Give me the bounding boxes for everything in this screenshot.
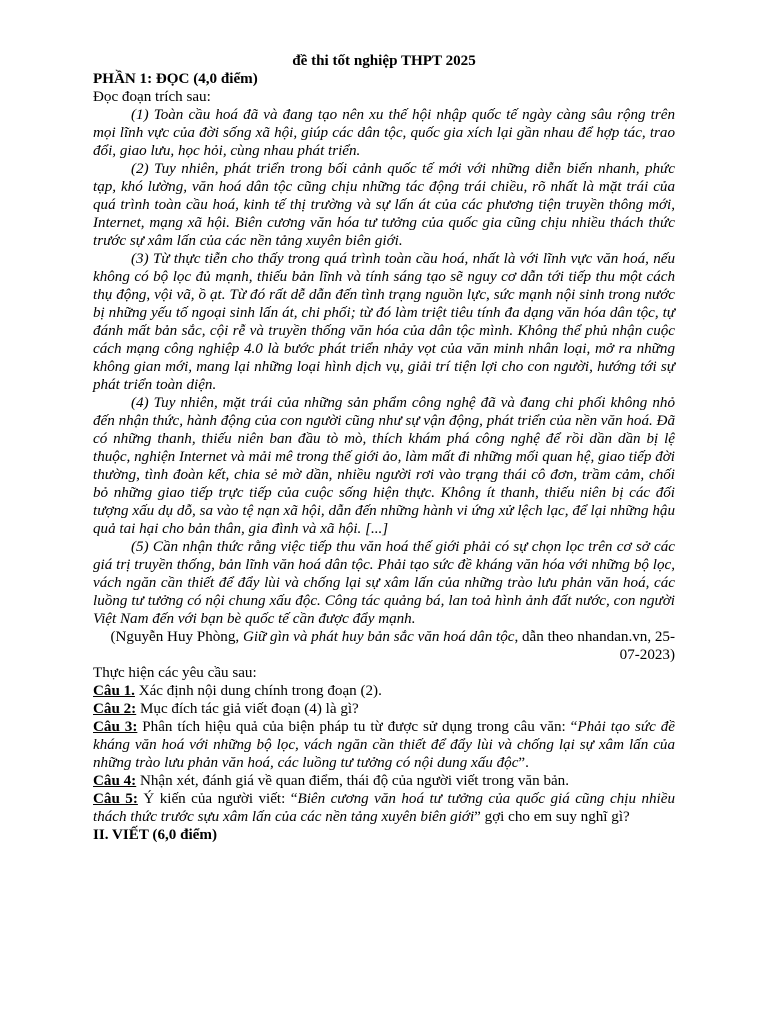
question-3-text: Phân tích hiệu quả của biện pháp tu từ được sử dụng trong câu văn: “ (137, 719, 578, 735)
passage-source (93, 628, 675, 664)
source-suffix: , dẫn theo nhandan.vn, 25-07-2023) (514, 629, 675, 663)
source-work-title: Giữ gìn và phát huy bản sắc văn hoá dân tộc (242, 629, 515, 645)
question-1 (93, 682, 675, 700)
exam-title: đề thi tốt nghiệp THPT 2025 (292, 53, 476, 69)
question-5-quote: Biên cương văn hoá tư tưởng của quốc giá cũng chịu nhiều thách thức trước sựu xâm lấn của các nền tảng xuyên biên giới (93, 791, 675, 825)
passage-paragraph-4: (4) Tuy nhiên, mặt trái của những sản phẩm công nghệ đã và đang chi phối không nhỏ đến nhận thức, hành động của con người cũng như sự vận động, phát triển của nền văn hoá. Đã có những thanh, thiếu niên ban đầu tò mò, thích khám phá công nghệ để rồi dần dần bị lệ thuộc, nghiện Internet và mải mê trong thế giới ảo, làm mất đi những mối quan hệ, giao tiếp đời thường, tình đoàn kết, chia sẻ mờ dần, nhiều người rơi vào trạng thái cô đơn, trầm cảm, chối bỏ những giao tiếp trực tiếp của cuộc sống hiện thực. Không ít thanh, thiếu niên bị các đối tượng xấu dụ dỗ, sa vào tệ nạn xã hội, dẫn đến những hành vi ứng xử lệch lạc, để lại những hậu quả tai hại cho bản thân, gia đình và xã hội. [...] (93, 395, 675, 537)
source-prefix: (Nguyễn Huy Phòng, (110, 629, 243, 645)
question-5 (93, 790, 675, 826)
part1-heading: PHẦN 1: ĐỌC (4,0 điểm) (93, 71, 258, 87)
part2-heading: II. VIẾT (6,0 điểm) (93, 827, 217, 843)
question-1-label: Câu 1. (93, 683, 135, 699)
question-5-after: ” gợi cho em suy nghĩ gì? (474, 809, 630, 825)
question-4-label: Câu 4: (93, 773, 137, 789)
question-1-text: Xác định nội dung chính trong đoạn (2). (134, 683, 382, 699)
question-3 (93, 718, 675, 772)
question-5-text: Ý kiến của người viết: “ (137, 791, 298, 807)
question-4 (93, 772, 675, 790)
passage-paragraph-3: (3) Từ thực tiễn cho thấy trong quá trình toàn cầu hoá, nhất là với lĩnh vực văn hoá, nếu không có bộ lọc đủ mạnh, thiếu bản lĩnh và tính sáng tạo sẽ nguy cơ dẫn tới tiếp thu một cách thụ động, vội vã, ồ ạt. Từ đó rất dễ dẫn đến tình trạng nguồn lực, sức mạnh nội sinh trong nước bị những yếu tố ngoại sinh lấn át, chi phối; từ đó làm triệt tiêu tính đa dạng văn hóa dân tộc, tự đánh mất bản sắc, cội rễ và truyền thống văn hóa của dân tộc mình. Không thể phủ nhận cuộc cách mạng công nghiệp 4.0 là bước phát triển nhảy vọt của văn minh nhân loại, mở ra những không gian mới, mang lại những loại hình dịch vụ, giải trí tiện lợi cho con người, hướng tới sự phát triển toàn diện. (93, 251, 675, 393)
question-3-label: Câu 3: (93, 719, 138, 735)
passage-paragraph-2: (2) Tuy nhiên, phát triển trong bối cảnh quốc tế mới với những diễn biến nhanh, phức tạp, khó lường, văn hoá dân tộc cũng chịu những tác động trái chiều, rõ nhất là mặt trái của quá trình toàn cầu hoá, kinh tế thị trường và sự lấn át của các phương tiện truyền thông mới, Internet, mạng xã hội. Biên cương văn hóa tư tưởng của quốc gia cũng chịu nhiều thách thức trước sự xâm lấn của các nền tảng xuyên biên giới. (93, 161, 675, 249)
passage-paragraph-5: (5) Cần nhận thức rằng việc tiếp thu văn hoá thế giới phải có sự chọn lọc trên cơ sở các giá trị truyền thống, bản lĩnh văn hoá dân tộc. Phải tạo sức đề kháng văn hóa với những bộ lọc, vách ngăn cần thiết để đẩy lùi và chống lại sự xâm lấn của những trào lưu phản văn hoá, các luồng tư tưởng có nội chung xấu độc. Công tác quảng bá, lan toả hình ảnh đất nước, con người Việt Nam đến với bạn bè quốc tế cần được đẩy mạnh. (93, 539, 675, 627)
question-2 (93, 700, 675, 718)
question-3-quote: Phải tạo sức đề kháng văn hoá với những bộ lọc, vách ngăn cần thiết để đẩy lùi và chống lại sự xâm lấn của những trào lưu phản văn hoá, các luồng tư tưởng có nội dung xấu độc (93, 719, 675, 771)
question-2-label: Câu 2: (93, 701, 137, 717)
exam-page (93, 52, 675, 844)
instructions: Thực hiện các yêu cầu sau: (93, 665, 257, 681)
question-3-after: ”. (518, 755, 529, 771)
question-2-text: Mục đích tác giả viết đoạn (4) là gì? (136, 701, 359, 717)
question-4-text: Nhận xét, đánh giá về quan điểm, thái độ của người viết trong văn bản. (136, 773, 570, 789)
passage-paragraph-1: (1) Toàn cầu hoá đã và đang tạo nên xu thế hội nhập quốc tế ngày càng sâu rộng trên mọi lĩnh vực của đời sống xã hội, giúp các dân tộc, quốc gia xích lại gần nhau để hợp tác, trao đổi, giao lưu, học hỏi, cùng nhau phát triển. (93, 107, 675, 159)
reading-intro: Đọc đoạn trích sau: (93, 89, 211, 105)
question-5-label: Câu 5: (93, 791, 138, 807)
